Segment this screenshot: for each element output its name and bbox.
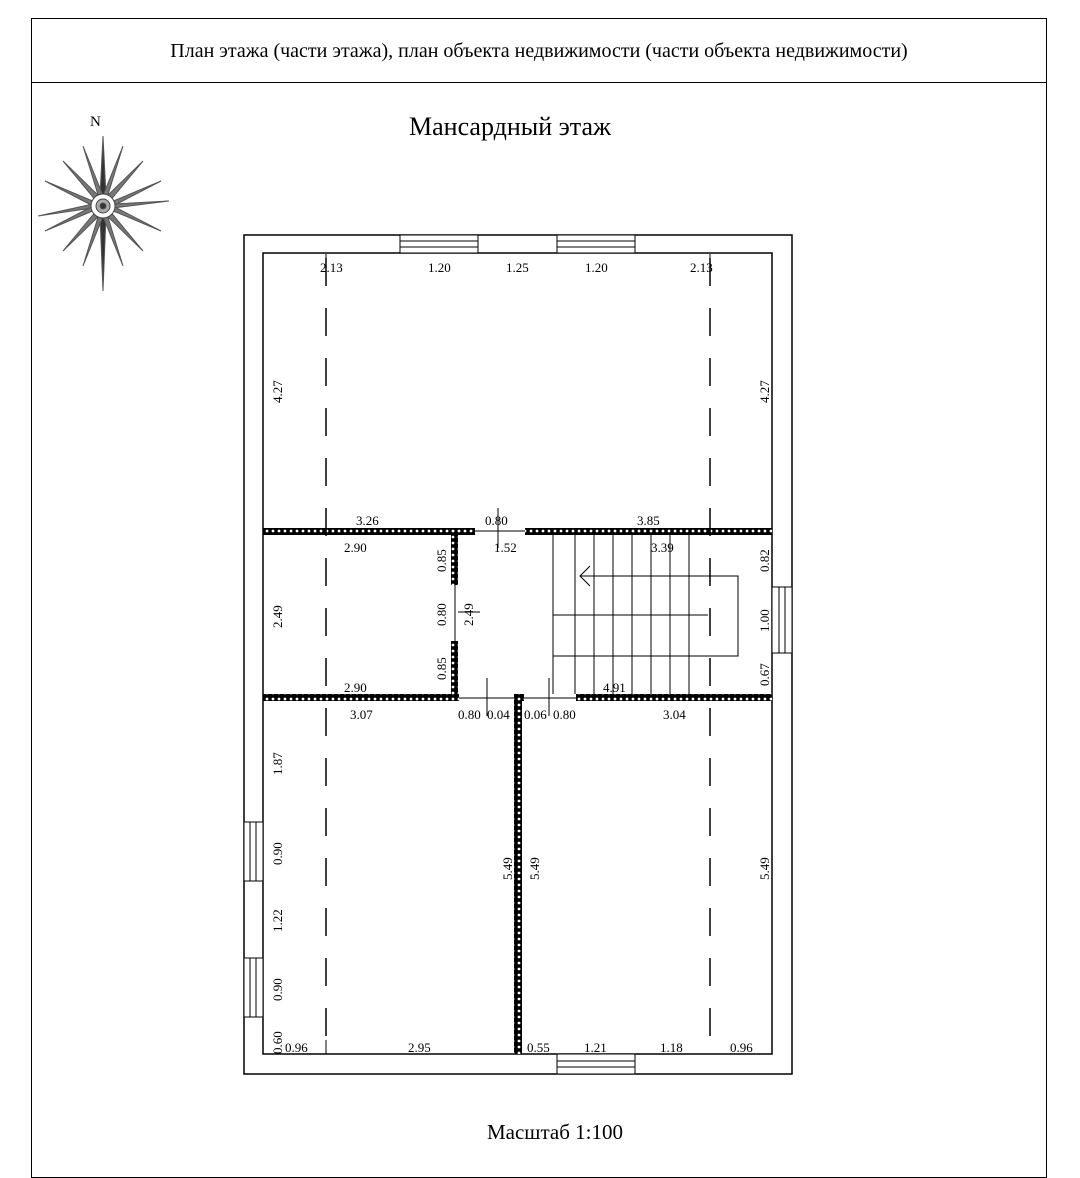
dim-left-4-27: 4.27 <box>270 380 285 403</box>
dim-bot-0-55: 0.55 <box>527 1040 550 1055</box>
dim-door-0-80-left: 0.80 <box>458 707 481 722</box>
dim-right-5-49: 5.49 <box>757 857 772 880</box>
window-bottom <box>557 1054 635 1074</box>
scale-label: Масштаб 1:100 <box>486 1120 623 1144</box>
dim-left-0-90-a: 0.90 <box>270 842 285 865</box>
partition-lower <box>263 694 772 701</box>
partition-vertical-main <box>514 701 522 1054</box>
dim-top-1-20-left: 1.20 <box>428 260 451 275</box>
dim-wall-3-07: 3.07 <box>350 707 373 722</box>
dim-top-1-20-right: 1.20 <box>585 260 608 275</box>
dim-hall-1-52: 1.52 <box>494 540 517 555</box>
dim-stair-4-91: 4.91 <box>603 680 626 695</box>
dim-right-4-27: 4.27 <box>757 380 772 403</box>
dim-wall-3-04: 3.04 <box>663 707 686 722</box>
dim-bot-1-21: 1.21 <box>584 1040 607 1055</box>
dim-part-0-85-top: 0.85 <box>434 549 449 572</box>
dim-hall-2-49: 2.49 <box>461 603 476 626</box>
dim-door-0-80-right: 0.80 <box>553 707 576 722</box>
dim-room-2-90-top: 2.90 <box>344 540 367 555</box>
dim-part-0-80: 0.80 <box>434 603 449 626</box>
dim-right-0-67: 0.67 <box>757 663 772 686</box>
dim-right-1-00: 1.00 <box>757 609 772 632</box>
dim-wall-3-85: 3.85 <box>637 513 660 528</box>
window-right <box>772 587 792 653</box>
dim-door-0-80-top: 0.80 <box>485 513 508 528</box>
dim-left-0-60: 0.60 <box>270 1031 285 1054</box>
header-title: План этажа (части этажа), план объекта недвижимости (части объекта недвижимости) <box>170 40 908 62</box>
dim-bot-0-96-right: 0.96 <box>730 1040 753 1055</box>
dim-gap-0-06: 0.06 <box>524 707 547 722</box>
dim-bot-2-95: 2.95 <box>408 1040 431 1055</box>
dim-top-2-13-left: 2.13 <box>320 260 343 275</box>
dim-right-0-82: 0.82 <box>757 549 772 572</box>
dim-left-1-87: 1.87 <box>270 752 285 775</box>
dim-bot-0-96-left: 0.96 <box>285 1040 308 1055</box>
dim-part-0-85-bot: 0.85 <box>434 657 449 680</box>
dim-gap-0-04: 0.04 <box>487 707 510 722</box>
window-top-right <box>557 235 635 253</box>
dim-room-2-90-bot: 2.90 <box>344 680 367 695</box>
window-left-upper <box>244 822 263 881</box>
dim-wall-3-26: 3.26 <box>356 513 379 528</box>
dim-left-1-22: 1.22 <box>270 909 285 932</box>
dim-mid-5-49-right: 5.49 <box>527 857 542 880</box>
floor-title: Мансардный этаж <box>409 112 611 141</box>
dim-left-0-90-b: 0.90 <box>270 978 285 1001</box>
window-top-left <box>400 235 478 253</box>
dim-mid-5-49-left: 5.49 <box>500 857 515 880</box>
dim-left-2-49: 2.49 <box>270 605 285 628</box>
dim-top-2-13-right: 2.13 <box>690 260 713 275</box>
dim-bot-1-18: 1.18 <box>660 1040 683 1055</box>
compass-north-label: N <box>90 114 101 130</box>
dim-stair-3-39: 3.39 <box>651 540 674 555</box>
window-left-lower <box>244 958 263 1017</box>
dim-top-1-25: 1.25 <box>506 260 529 275</box>
